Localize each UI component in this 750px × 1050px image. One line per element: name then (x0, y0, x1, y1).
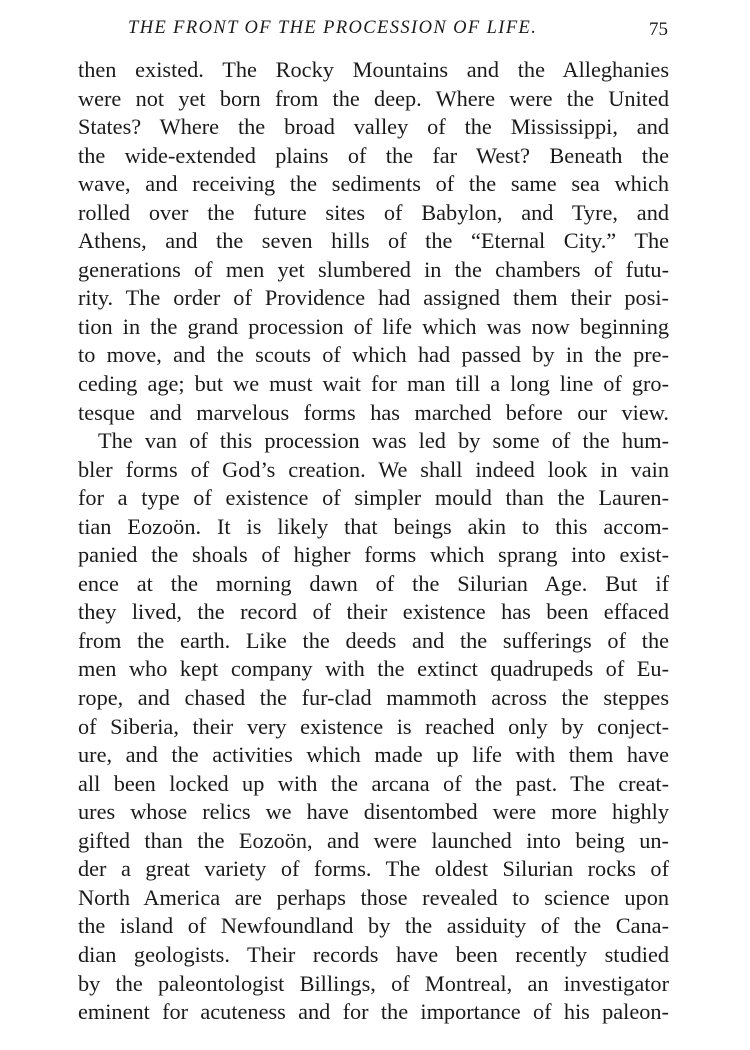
text-line: The van of this procession was led by some of the hum- (98, 428, 669, 454)
text-line: gifted than the Eozoön, and were launched into being un- (78, 827, 669, 853)
text-line: rity. The order of Providence had assigned them their posi- (78, 285, 669, 311)
page-number: 75 (649, 19, 668, 40)
text-line: ure, and the activities which made up life with them have (78, 742, 669, 768)
paragraph (78, 56, 669, 427)
text-line: tesque and marvelous forms has marched before our view. (78, 399, 669, 425)
text-line: ures whose relics we have disentombed were more highly (78, 799, 669, 825)
text-line: to move, and the scouts of which had passed by in the pre- (78, 342, 669, 368)
text-line: then existed. The Rocky Mountains and the Alleghanies (78, 57, 669, 82)
text-line: der a great variety of forms. The oldest Silurian rocks of (78, 856, 669, 882)
text-line: were not yet born from the deep. Where were the United (78, 85, 669, 111)
text-line: generations of men yet slumbered in the chambers of futu- (78, 256, 669, 282)
text-line: rolled over the future sites of Babylon, and Tyre, and (78, 199, 669, 225)
text-line: ceding age; but we must wait for man till a long line of gro- (78, 371, 669, 397)
text-line: men who kept company with the extinct quadrupeds of Eu- (78, 656, 669, 682)
text-line: they lived, the record of their existence has been effaced (78, 599, 669, 625)
text-line: from the earth. Like the deeds and the sufferings of the (78, 627, 669, 653)
text-line: wave, and receiving the sediments of the same sea which (78, 171, 669, 197)
running-head: THE FRONT OF THE PROCESSION OF LIFE. (128, 18, 538, 38)
text-line: bler forms of God’s creation. We shall indeed look in vain (78, 456, 669, 482)
text-line: all been locked up with the arcana of the past. The creat- (78, 770, 669, 796)
text-line: of Siberia, their very existence is reached only by conject- (78, 713, 669, 739)
text-line: Athens, and the seven hills of the “Eternal City.” The (78, 228, 669, 254)
text-line: the island of Newfoundland by the assiduity of the Cana- (78, 913, 669, 939)
text-line: rope, and chased the fur-clad mammoth across the steppes (78, 685, 669, 711)
text-line: ence at the morning dawn of the Silurian Age. But if (78, 570, 669, 596)
text-line: dian geologists. Their records have been recently studied (78, 941, 669, 967)
page-body (78, 56, 669, 1027)
text-line: panied the shoals of higher forms which sprang into exist- (78, 542, 669, 568)
text-line: North America are perhaps those revealed to science upon (78, 884, 669, 910)
text-line: tion in the grand procession of life which was now beginning (78, 313, 669, 339)
paragraph (78, 427, 669, 1026)
text-line: by the paleontologist Billings, of Montreal, an investigator (78, 970, 669, 996)
text-line: the wide-extended plains of the far West? Beneath the (78, 142, 669, 168)
page-header (88, 14, 668, 44)
text-line: tian Eozoön. It is likely that beings akin to this accom- (78, 513, 669, 539)
text-line: eminent for acuteness and for the importance of his paleon- (78, 999, 669, 1025)
text-line: States? Where the broad valley of the Mississippi, and (78, 114, 669, 140)
text-line: for a type of existence of simpler mould than the Lauren- (78, 485, 669, 511)
